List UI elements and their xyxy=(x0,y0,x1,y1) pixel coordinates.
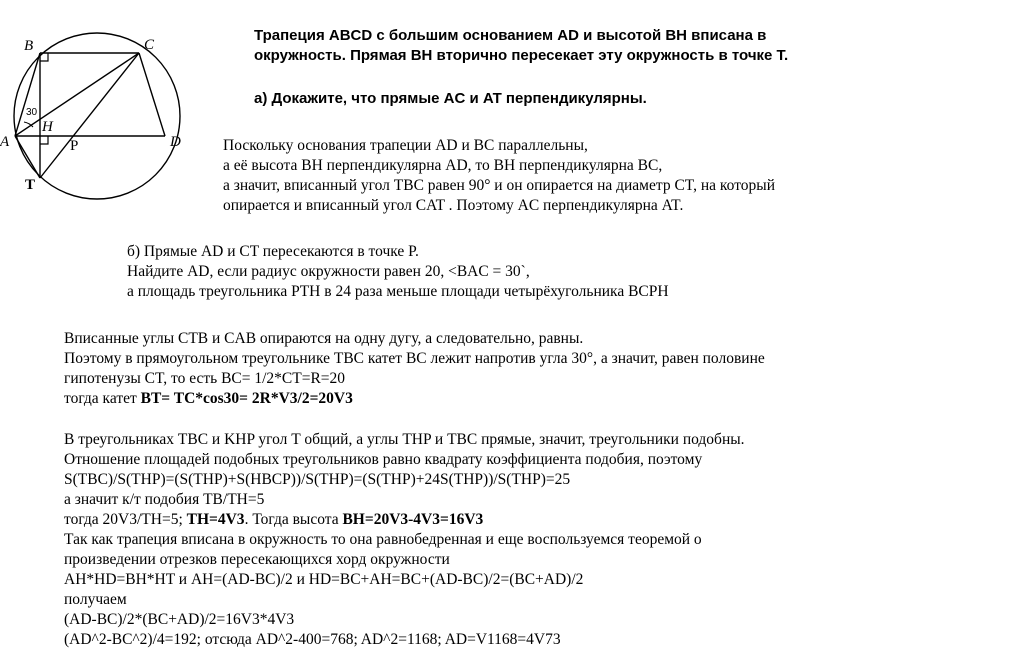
solution-b2-line-11: (AD^2-BC^2)/4=192; отсюда AD^2-400=768; AD^2=1168; AD=V1168=4V73 xyxy=(64,631,561,648)
th-result: TH=4V3 xyxy=(186,511,245,528)
label-a: A xyxy=(0,134,10,150)
solution-b2-line-4: а значит к/т подобия TB/TH=5 xyxy=(64,491,265,508)
figure-svg xyxy=(0,28,200,208)
solution-b2-line-2: Отношение площадей подобных треугольников равно квадрату коэффициента подобия, поэтому xyxy=(64,451,703,468)
label-b: B xyxy=(24,38,34,54)
solution-b2-line-6: Так как трапеция вписана в окружность то она равнобедренная и еще воспользуемся теоремой о xyxy=(64,531,702,548)
solution-b2-line-10: (AD-BC)/2*(BC+AD)/2=16V3*4V3 xyxy=(64,611,295,628)
side-cd xyxy=(139,53,165,136)
solution-b2-line-8: AH*HD=BH*HT и AH=(AD-BC)/2 и HD=BC+AH=BC+(AD-BC)/2=(BC+AD)/2 xyxy=(64,571,584,588)
line-at xyxy=(15,136,40,178)
solution-b2-line-3: S(TBC)/S(THP)=(S(THP)+S(HBCP))/S(THP)=(S(THP)+24S(THP))/S(THP)=25 xyxy=(64,471,571,488)
solution-b2-line-9: получаем xyxy=(64,591,127,608)
right-angle-h xyxy=(40,136,48,144)
solution-a-line-2: а её высота BH перпендикулярна AD, то BH перпендикулярна BC, xyxy=(223,157,663,174)
label-d: D xyxy=(170,134,181,150)
part-a-question: а) Докажите, что прямые AC и AT перпендикулярны. xyxy=(254,90,647,107)
label-angle-30: 30 xyxy=(26,107,38,118)
solution-b-paragraph-2 xyxy=(64,430,745,650)
part-b-line-2: Найдите AD, если радиус окружности равен 20, <BAC = 30`, xyxy=(127,263,530,280)
solution-b1-line-1: Вписанные углы CTB и CAB опираются на одну дугу, а следовательно, равны. xyxy=(64,330,584,347)
part-b-line-3: а площадь треугольника PTH в 24 раза меньше площади четырёхугольника BCPH xyxy=(127,283,669,300)
bt-prefix: тогда катет xyxy=(64,390,141,407)
label-c: C xyxy=(144,37,155,53)
label-h: H xyxy=(42,119,53,135)
solution-a-line-3: а значит, вписанный угол TBC равен 90° и он опирается на диаметр CT, на который xyxy=(223,177,775,194)
solution-b2-line-7: произведении отрезков пересекающихся хорд окружности xyxy=(64,551,450,568)
solution-b2-line-1: В треугольниках TBC и KHP угол T общий, а углы THP и TBC прямые, значит, треугольники подобны. xyxy=(64,431,745,448)
bh-result: BH=20V3-4V3=16V3 xyxy=(342,511,484,528)
solution-b-paragraph-1 xyxy=(64,329,765,409)
height-prefix: . Тогда высота xyxy=(244,511,343,528)
line-ct xyxy=(40,53,139,178)
th-prefix: тогда 20V3/TH=5; xyxy=(64,511,187,528)
solution-b2-line-5 xyxy=(64,510,745,530)
diagonal-ac xyxy=(15,53,139,136)
solution-a xyxy=(223,136,775,216)
problem-title xyxy=(254,26,894,66)
part-b-line-1: б) Прямые AD и CT пересекаются в точке P. xyxy=(127,243,419,260)
geometry-figure xyxy=(0,28,200,208)
label-p: P xyxy=(70,138,79,154)
part-b-question xyxy=(127,242,669,302)
solution-b1-line-4 xyxy=(64,389,765,409)
label-t: T xyxy=(25,177,36,193)
solution-b1-line-3: гипотенузы CT, то есть BC= 1/2*CT=R=20 xyxy=(64,370,346,387)
solution-a-line-1: Поскольку основания трапеции AD и BC параллельны, xyxy=(223,137,588,154)
solution-a-line-4: опирается и вписанный угол CAT . Поэтому AC перпендикулярна AT. xyxy=(223,197,684,214)
title-line-1: Трапеция ABCD с большим основанием AD и высотой BH вписана в xyxy=(254,27,767,44)
bt-result: BT= TC*cos30= 2R*V3/2=20V3 xyxy=(140,390,353,407)
solution-b1-line-2: Поэтому в прямоугольном треугольнике TBC катет BC лежит напротив угла 30°, а значит, равен половине xyxy=(64,350,765,367)
title-line-2: окружность. Прямая BH вторично пересекает эту окружность в точке T. xyxy=(254,47,789,64)
